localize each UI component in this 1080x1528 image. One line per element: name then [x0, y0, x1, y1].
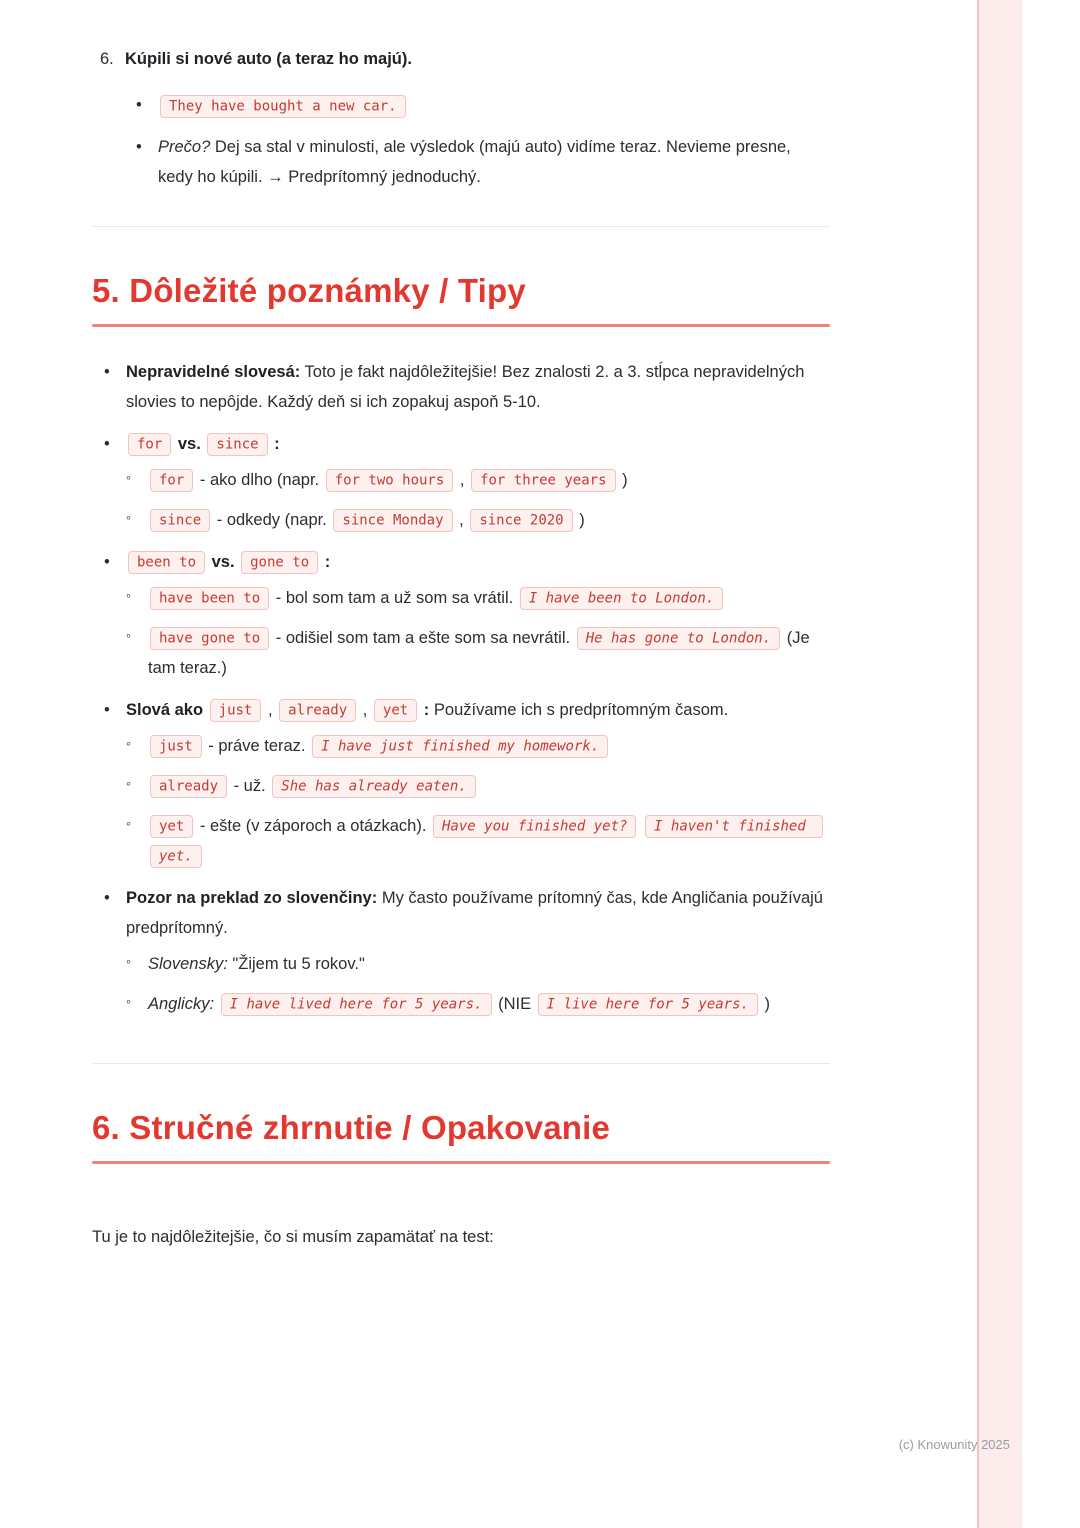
sub-text — [148, 811, 830, 871]
sub-item — [126, 505, 830, 535]
text-segment: , — [263, 700, 278, 719]
text-segment: - už. — [229, 776, 271, 795]
sub-list — [126, 583, 830, 683]
sub-list — [126, 465, 830, 535]
bold-text: Slová ako — [126, 700, 204, 719]
code-chip: gone to — [241, 551, 318, 574]
code-chip: since Monday — [333, 509, 452, 532]
text-segment — [214, 995, 219, 1013]
list-item-text — [158, 90, 830, 120]
code-chip: just — [210, 699, 262, 722]
italic-text: Anglicky: — [148, 994, 215, 1013]
bullet-icon: • — [104, 700, 110, 719]
list-item — [136, 90, 830, 120]
code-chip: been to — [128, 551, 205, 574]
sub-text — [148, 623, 830, 683]
code-chip: yet — [150, 815, 193, 838]
sub-item — [126, 583, 830, 613]
sub-item — [126, 465, 830, 495]
circle-bullet-icon: ◦ — [126, 468, 131, 485]
sub-text — [148, 949, 830, 979]
code-chip: already — [279, 699, 356, 722]
text-segment: , — [454, 510, 469, 529]
list-item-text — [158, 132, 830, 192]
page-content — [92, 0, 830, 1252]
text-segment: - práve teraz. — [203, 736, 311, 755]
sub-list — [126, 731, 830, 871]
note-text — [126, 357, 830, 417]
code-chip: Have you finished yet? — [433, 815, 636, 838]
code-chip: yet — [374, 699, 417, 722]
sub-item — [126, 811, 830, 871]
code-chip: They have bought a new car. — [160, 95, 406, 118]
bold-text: : — [269, 434, 280, 453]
bold-text: : — [320, 552, 331, 571]
bullet-icon: • — [136, 138, 142, 157]
code-chip: already — [150, 775, 227, 798]
code-chip: I have just finished my homework. — [312, 735, 608, 758]
sub-item — [126, 949, 830, 979]
code-chip: She has already eaten. — [272, 775, 475, 798]
note-item — [104, 429, 830, 535]
text-segment: - odišiel som tam a ešte som sa nevrátil. — [271, 628, 575, 647]
code-chip: I haven't finished yet. — [150, 815, 823, 868]
sub-list — [126, 949, 830, 1019]
note-text — [126, 695, 830, 725]
bullet-icon: • — [136, 96, 142, 115]
divider — [92, 1063, 830, 1064]
sub-item — [126, 731, 830, 761]
section6-heading: 6. Stručné zhrnutie / Opakovanie — [92, 1108, 611, 1146]
code-chip: for three years — [471, 469, 615, 492]
code-chip: since — [207, 433, 267, 456]
sub-text — [148, 771, 830, 801]
text-segment: Toto je fakt najdôležitejšie! Bez znalosti 2. a 3. stĺpca nepravidelných slovies to nepôjde. Každý deň si ich zopakuj aspoň 5-10. — [126, 362, 805, 411]
circle-bullet-icon: ◦ — [126, 586, 131, 603]
note-body — [126, 695, 830, 871]
code-chip: for — [128, 433, 171, 456]
bold-text: Nepravidelné slovesá: — [126, 362, 301, 381]
divider — [92, 226, 830, 227]
text-segment: ) — [574, 510, 585, 529]
sub-text — [148, 731, 830, 761]
code-chip: since 2020 — [470, 509, 572, 532]
text-segment: Dej sa stal v minulosti, ale výsledok (majú auto) vidíme teraz. Nevieme presne, kedy ho kúpili. → Predprítomný jednoduchý. — [158, 138, 791, 187]
bullet-icon: • — [104, 552, 110, 571]
copyright: (c) Knowunity 2025 — [898, 1437, 1010, 1452]
text-segment: - ako dlho (napr. — [195, 470, 324, 489]
bullet-icon: • — [104, 888, 110, 907]
code-chip: just — [150, 735, 202, 758]
sub-text — [148, 505, 830, 535]
code-chip: I have been to London. — [520, 587, 723, 610]
sub-text — [148, 989, 830, 1019]
item-number: 6. — [100, 50, 114, 68]
bullet-icon: • — [104, 434, 110, 453]
circle-bullet-icon: ◦ — [126, 774, 131, 791]
code-chip: I live here for 5 years. — [538, 993, 758, 1016]
note-item — [104, 695, 830, 871]
italic-text: Prečo? — [158, 138, 211, 157]
bold-text: vs. — [173, 434, 206, 453]
bold-text: vs. — [207, 552, 240, 571]
note-item — [104, 883, 830, 1019]
text-segment: My často používame prítomný čas, kde Angličania používajú predprítomný. — [126, 888, 823, 937]
note-body — [126, 547, 830, 683]
circle-bullet-icon: ◦ — [126, 992, 131, 1009]
section5-heading: 5. Dôležité poznámky / Tipy — [92, 272, 526, 310]
item-title: Kúpili si nové auto (a teraz ho majú). — [125, 50, 412, 68]
code-chip: for two hours — [326, 469, 454, 492]
note-text — [126, 429, 830, 459]
item6-bullet-list — [92, 90, 830, 192]
text-segment — [203, 701, 208, 719]
text-segment: - odkedy (napr. — [212, 510, 332, 529]
text-segment: ) — [617, 470, 628, 489]
text-segment: (NIE — [493, 994, 536, 1013]
sub-text — [148, 583, 830, 613]
text-segment: "Žijem tu 5 rokov." — [227, 954, 365, 973]
text-segment: , — [358, 700, 372, 719]
sub-item — [126, 771, 830, 801]
text-segment: - ešte (v záporoch a otázkach). — [195, 816, 431, 835]
text-segment: , — [455, 470, 470, 489]
list-item — [136, 132, 830, 192]
note-item — [104, 357, 830, 417]
section6-intro: Tu je to najdôležitejšie, čo si musím zapamätať na test: — [92, 1227, 494, 1246]
note-body — [126, 357, 830, 417]
circle-bullet-icon: ◦ — [126, 952, 131, 969]
text-segment: - bol som tam a už som sa vrátil. — [271, 588, 518, 607]
text-segment: ) — [759, 994, 771, 1013]
code-chip: have gone to — [150, 627, 269, 650]
circle-bullet-icon: ◦ — [126, 734, 131, 751]
text-segment: Používame ich s predprítomným časom. — [429, 700, 729, 719]
note-text — [126, 883, 830, 943]
note-item — [104, 547, 830, 683]
code-chip: since — [150, 509, 210, 532]
section5-list — [92, 357, 830, 1019]
circle-bullet-icon: ◦ — [126, 814, 131, 831]
circle-bullet-icon: ◦ — [126, 626, 131, 643]
sub-item — [126, 623, 830, 683]
circle-bullet-icon: ◦ — [126, 508, 131, 525]
ordered-item-6 — [92, 44, 830, 74]
sub-item — [126, 989, 830, 1019]
bold-text: Pozor na preklad zo slovenčiny: — [126, 888, 378, 907]
page-edge-strip — [977, 0, 1022, 1528]
text-segment: (Je tam teraz.) — [148, 628, 810, 677]
code-chip: have been to — [150, 587, 269, 610]
note-body — [126, 429, 830, 535]
note-body — [126, 883, 830, 1019]
heading-underline — [92, 324, 830, 327]
bold-text: : — [419, 700, 430, 719]
bullet-icon: • — [104, 362, 110, 381]
code-chip: for — [150, 469, 193, 492]
code-chip: I have lived here for 5 years. — [221, 993, 492, 1016]
note-text — [126, 547, 830, 577]
italic-text: Slovensky: — [148, 954, 228, 973]
code-chip: He has gone to London. — [577, 627, 780, 650]
sub-text — [148, 465, 830, 495]
text-segment — [638, 817, 643, 835]
heading-underline — [92, 1161, 830, 1164]
